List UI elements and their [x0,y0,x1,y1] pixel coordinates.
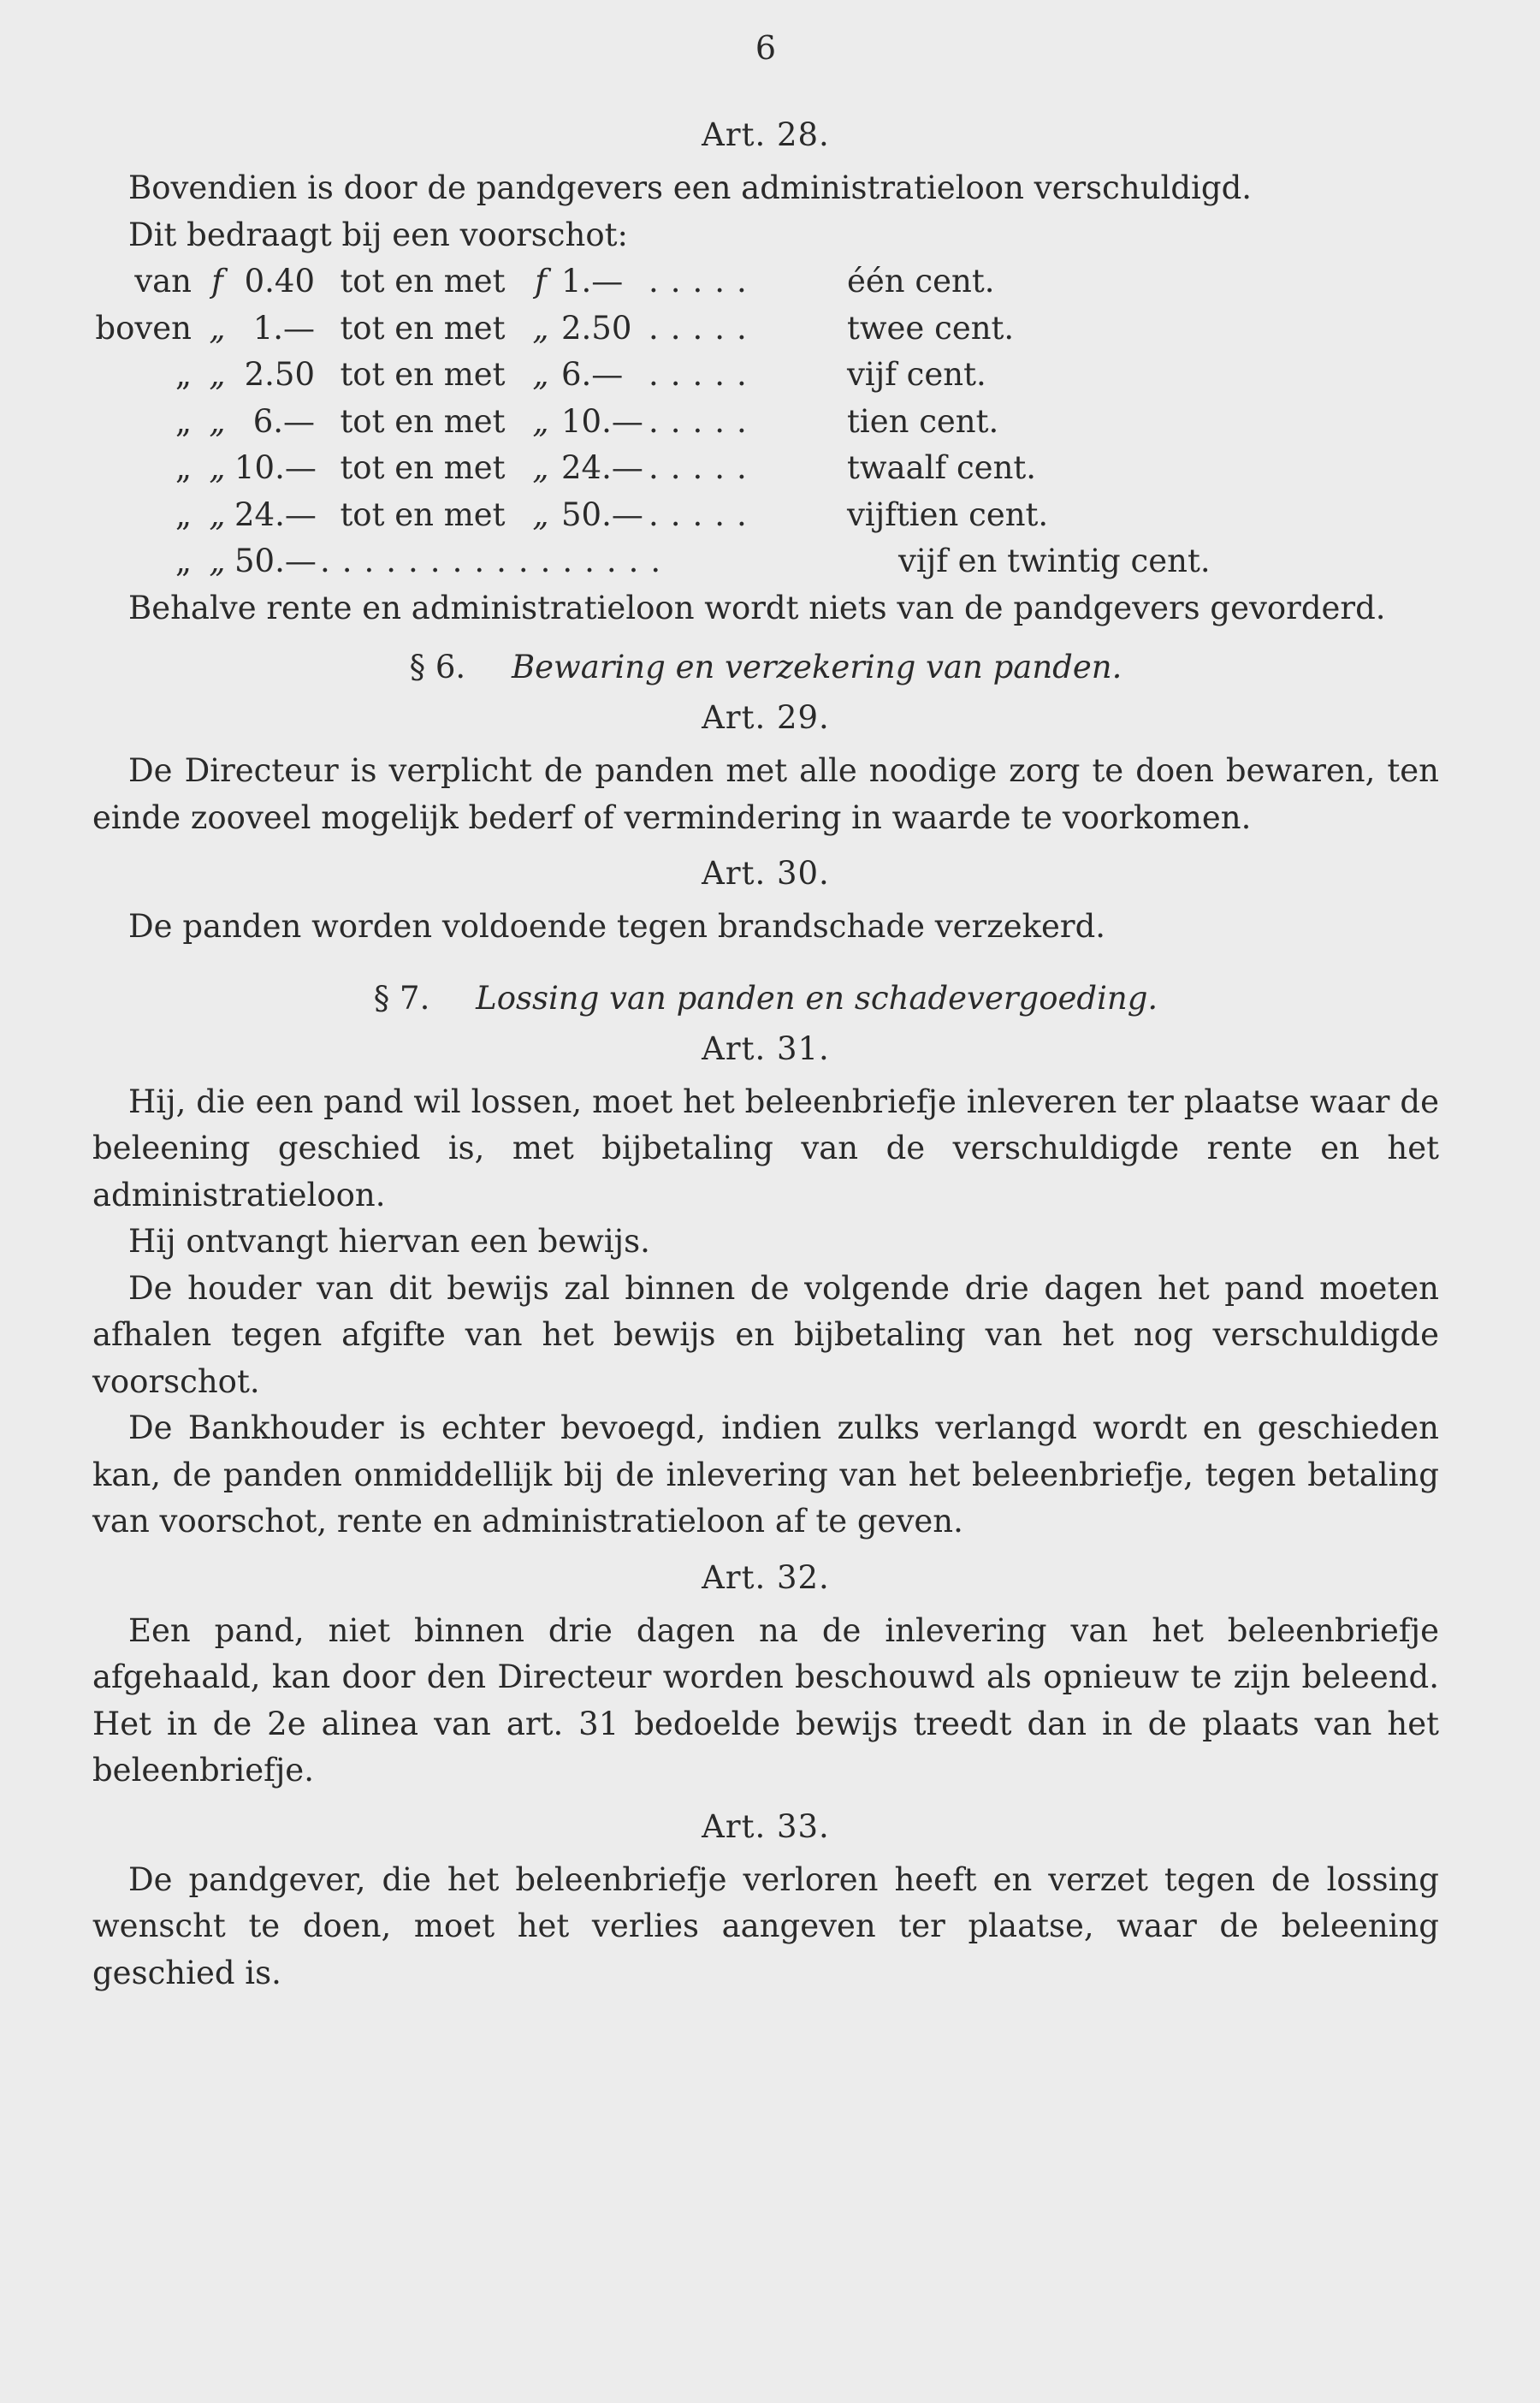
article-31-paragraph-2: Hij ontvangt hiervan een bewijs. [128,1223,650,1260]
fee-amount-from: 24.— [234,495,317,533]
fee-prefix: „ [175,449,192,486]
fee-currency-from: f [211,263,223,300]
fee-table [92,258,1439,585]
fee-table-row [92,306,1439,353]
section-7-title: Lossing van panden en schadevergoeding. [476,979,1158,1017]
fee-prefix: „ [175,402,192,440]
article-29-heading: Art. 29. [702,699,830,736]
fee-currency-to: „ [532,402,549,440]
article-31-paragraph-3: De houder van dit bewijs zal binnen de volgende drie dagen het pand moeten afhalen tegen afgifte van het bewijs en bijbetaling van het nog verschuldigde voorschot. [92,1269,1439,1400]
article-28-closing: Behalve rente en administratieloon wordt niets van de pandgevers gevorderd. [128,589,1386,626]
fee-leader-dots: ................ [320,543,673,579]
page-number: 6 [755,29,777,67]
article-33-heading: Art. 33. [702,1807,830,1845]
fee-table-row-last [92,538,1439,585]
fee-connector: tot en met [340,449,506,486]
fee-result: één cent. [847,263,995,300]
fee-connector: tot en met [340,263,506,300]
fee-amount-from: 1.— [252,309,315,347]
fee-currency-from: „ [209,309,226,347]
fee-amount-to: 50.— [561,495,643,533]
fee-amount-from: 10.— [234,449,317,486]
section-6-title: Bewaring en verzekering van panden. [511,649,1122,685]
fee-leader-dots: ..... [649,309,759,347]
fee-table-row [92,492,1439,539]
fee-prefix: boven [95,309,192,347]
fee-table-row [92,445,1439,492]
fee-amount-to: 24.— [561,449,643,486]
section-6-symbol: § 6. [409,649,466,685]
section-7-heading [92,980,1439,1017]
article-33-text: De pandgever, die het beleenbriefje verloren heeft en verzet tegen de lossing wenscht te doen, moet het verlies aangeven ter plaatse, waar de beleening geschied is. [92,1860,1439,1991]
fee-currency-to: „ [532,309,549,347]
fee-prefix: van [134,263,192,300]
fee-amount-from: 6.— [252,402,315,440]
article-28-heading: Art. 28. [702,116,830,153]
fee-currency-to: „ [532,356,549,393]
fee-currency-from: „ [209,449,226,486]
fee-leader-dots: ..... [649,495,759,533]
fee-result: tien cent. [847,402,999,440]
fee-amount-to: 10.— [561,402,643,440]
fee-result: vijftien cent. [847,495,1049,533]
article-30-heading: Art. 30. [702,855,830,892]
fee-leader-dots: ..... [649,356,759,393]
fee-result: vijf cent. [847,356,986,393]
fee-amount-to: 2.50 [561,309,632,347]
fee-prefix: „ [175,543,192,579]
fee-table-row [92,258,1439,306]
fee-currency-from: „ [209,543,226,579]
section-7-symbol: § 7. [373,979,430,1017]
article-31-paragraph-4: De Bankhouder is echter bevoegd, indien zulks verlangd wordt en geschieden kan, de panden onmiddellijk bij de inlevering van het beleenbriefje, tegen betaling van voorschot, rente en administratieloon af te geven. [92,1409,1439,1540]
fee-prefix: „ [175,495,192,533]
fee-currency-to: „ [532,449,549,486]
section-6-heading [92,649,1439,685]
fee-prefix: „ [175,356,192,393]
fee-result: vijf en twintig cent. [898,543,1211,579]
article-28-intro-1: Bovendien is door de pandgevers een administratieloon verschuldigd. [128,169,1253,206]
article-30-text: De panden worden voldoende tegen brandschade verzekerd. [128,908,1106,945]
article-32-heading: Art. 32. [702,1558,830,1596]
fee-amount-to: 1.— [561,263,624,300]
fee-currency-to: f [535,263,547,300]
fee-amount-from: 0.40 [244,263,315,300]
fee-currency-from: „ [209,402,226,440]
article-28-intro-2: Dit bedraagt bij een voorschot: [128,216,628,253]
fee-leader-dots: ..... [649,449,759,486]
fee-connector: tot en met [340,402,506,440]
fee-result: twee cent. [847,309,1015,347]
fee-connector: tot en met [340,356,506,393]
fee-currency-from: „ [209,356,226,393]
fee-connector: tot en met [340,495,506,533]
fee-result: twaalf cent. [847,449,1037,486]
article-29-text: De Directeur is verplicht de panden met alle noodige zorg te doen bewaren, ten einde zooveel mogelijk bederf of vermindering in waarde te voorkomen. [92,752,1439,836]
fee-currency-from: „ [209,495,226,533]
fee-table-row [92,399,1439,446]
fee-table-row [92,352,1439,399]
article-31-paragraph-1: Hij, die een pand wil lossen, moet het beleenbriefje inleveren ter plaatse waar de beleening geschied is, met bijbetaling van de verschuldigde rente en het administratieloon. [92,1083,1439,1213]
fee-amount-from: 2.50 [244,356,315,393]
article-31-heading: Art. 31. [702,1029,830,1067]
fee-leader-dots: ..... [649,263,759,300]
fee-currency-to: „ [532,495,549,533]
article-32-text: Een pand, niet binnen drie dagen na de inlevering van het beleenbriefje afgehaald, kan door den Directeur worden beschouwd als opnieuw te zijn beleend. Het in de 2e alinea van art. 31 bedoelde bewijs treedt dan in de plaats van het beleenbriefje. [92,1611,1439,1789]
fee-amount-to: 6.— [561,356,624,393]
fee-leader-dots: ..... [649,402,759,440]
fee-connector: tot en met [340,309,506,347]
fee-amount-from: 50.— [234,543,317,579]
